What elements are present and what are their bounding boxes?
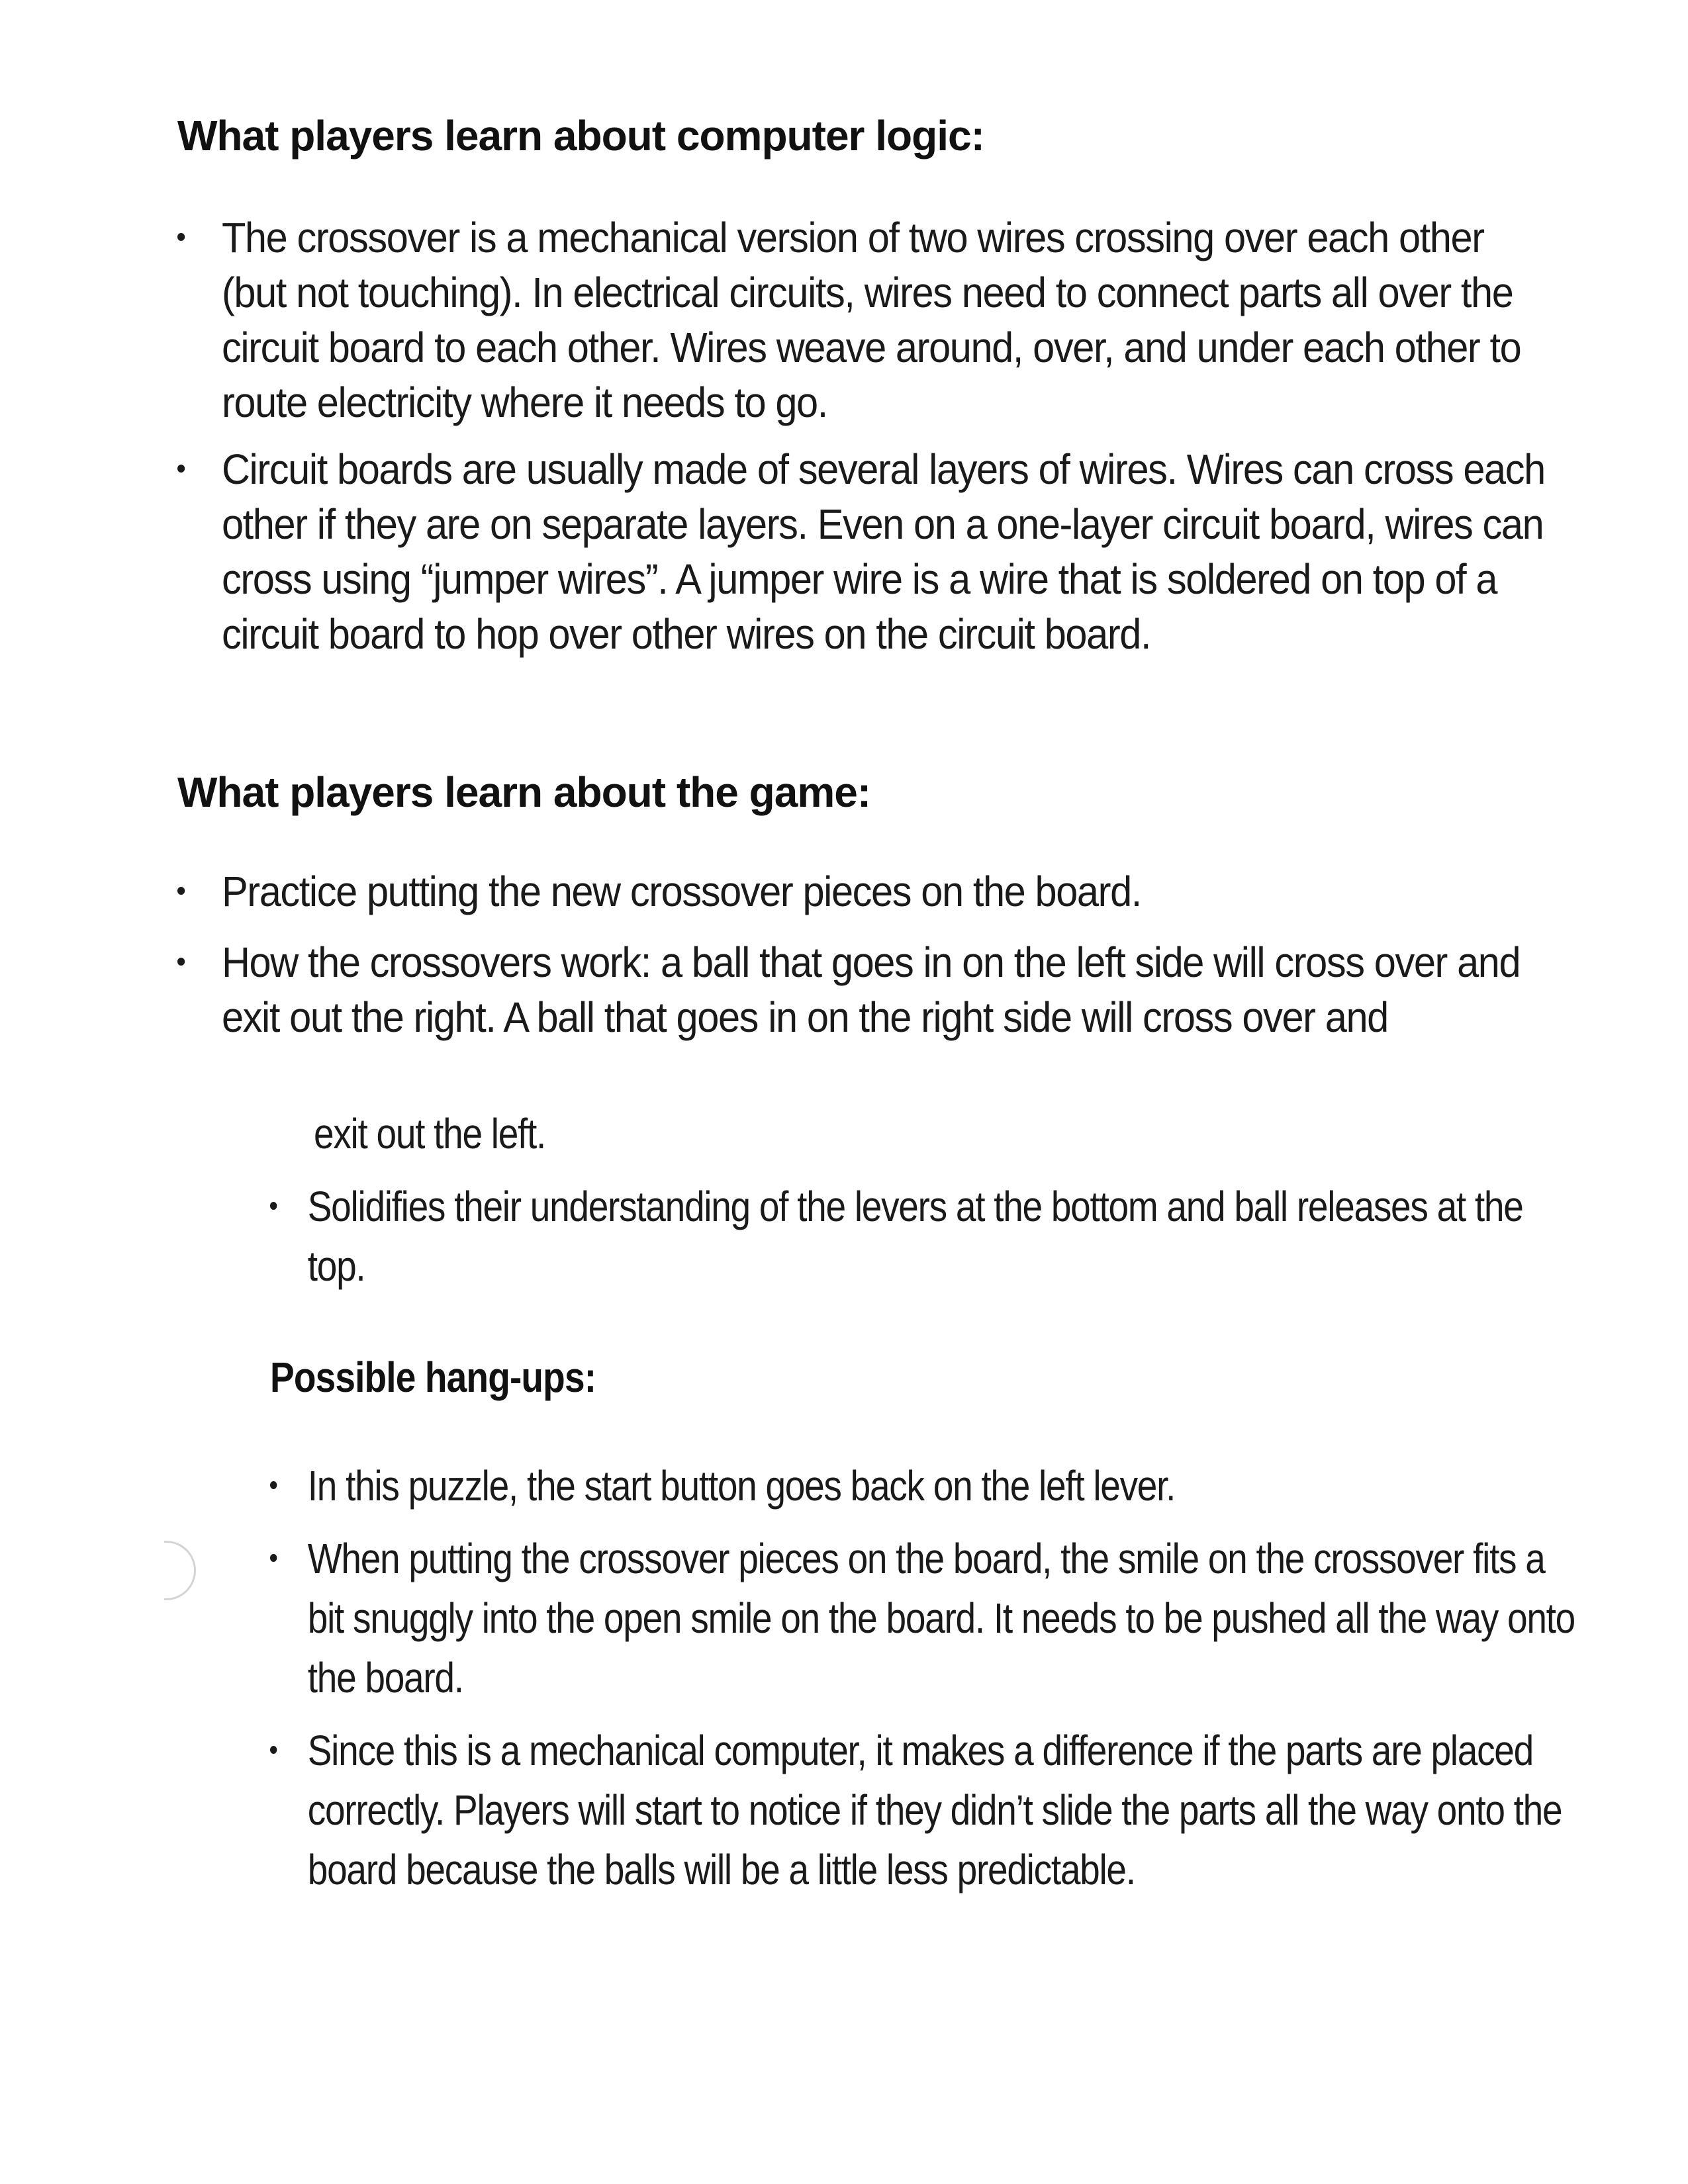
heading-computer-logic: What players learn about computer logic: [177, 112, 984, 159]
list-item-text: Practice putting the new crossover pieces on the board. [221, 868, 1141, 915]
list-item-text: How the crossovers work: a ball that goes in on the left side will cross over and exit out the right. A ball that goes in on the right side will cross over and [221, 938, 1521, 1041]
list-item [270, 1456, 1583, 1516]
list-item [177, 864, 1570, 919]
list-item [177, 210, 1552, 430]
list-item-text: The crossover is a mechanical version of two wires crossing over each other (but not touching). In electrical circuits, wires need to connect parts all over the circuit board to each other. Wires weave around, over, and under each other to route electricity where it needs to go. [221, 214, 1521, 426]
list-item-text: When putting the crossover pieces on the board, the smile on the crossover fits a bit snuggly into the open smile on the board. It needs to be pushed all the way onto the board. [307, 1535, 1575, 1702]
bullet-icon [177, 958, 185, 966]
page-edge-mark [164, 1541, 196, 1600]
bullet-icon [177, 887, 185, 895]
list-item [177, 935, 1570, 1045]
list-item-text: In this puzzle, the start button goes back on the left lever. [307, 1462, 1176, 1510]
heading-hangups: Possible hang-ups: [270, 1353, 596, 1401]
bullet-icon [177, 465, 185, 473]
list-item-text: Since this is a mechanical computer, it makes a difference if the parts are placed correctly. Players will start to notice if they didn’t slide the parts all the way onto the board because the balls will be a little less predictable. [307, 1727, 1562, 1893]
heading-game: What players learn about the game: [177, 768, 871, 816]
list-item [177, 442, 1552, 662]
list-item [270, 1529, 1583, 1707]
bullet-icon [270, 1481, 277, 1489]
hangups-list [270, 1456, 1575, 1899]
game-list [177, 864, 1541, 1045]
computer-logic-list [177, 210, 1545, 662]
list-item-text: Solidifies their understanding of the levers at the bottom and ball releases at the top. [307, 1183, 1523, 1290]
list-item-text: Circuit boards are usually made of several layers of wires. Wires can cross each other if they are on separate layers. Even on a one-layer circuit board, wires can cross using “jumper wires”. A jumper wire is a wire that is soldered on top of a circuit board to hop over other wires on the circuit board. [221, 445, 1545, 658]
bullet-icon [270, 1554, 277, 1562]
list-item [270, 1721, 1583, 1899]
bullet-icon [270, 1746, 277, 1754]
bullet-icon [270, 1202, 277, 1210]
list-item-continuation: exit out the left. [314, 1110, 546, 1158]
list-item [270, 1177, 1577, 1296]
bullet-icon [177, 233, 185, 241]
game-list-continued [270, 1177, 1561, 1296]
